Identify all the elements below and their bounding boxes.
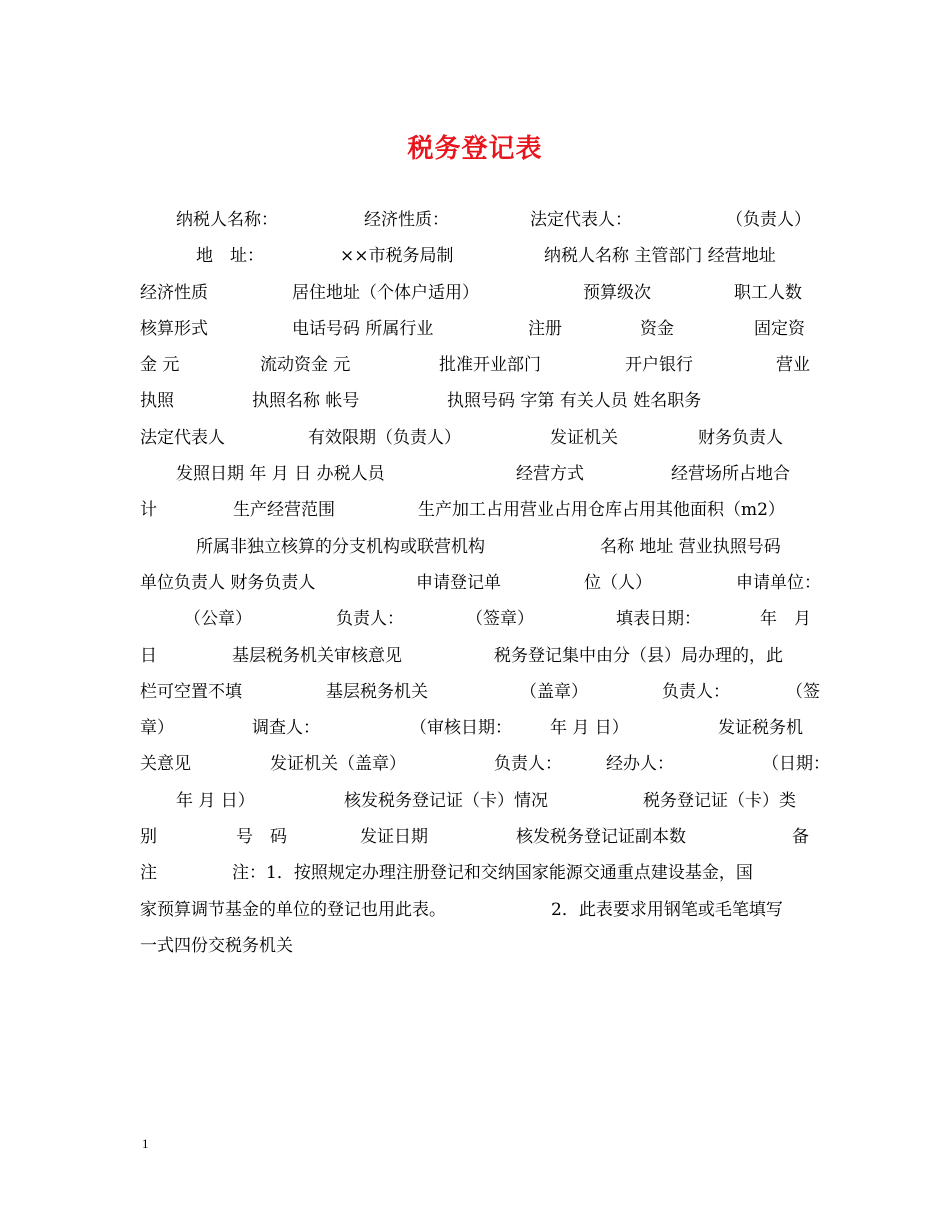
text-line xyxy=(140,351,812,387)
form-text-segment: 职工人数 xyxy=(734,282,802,303)
form-text-segment: 核发税务登记证（卡）情况 xyxy=(344,790,548,811)
form-text-segment: 注：1．按照规定办理注册登记和交纳国家能源交通重点建设基金，国 xyxy=(232,863,753,884)
form-text-segment: 税务登记证（卡）类 xyxy=(643,790,796,811)
form-text-segment: 日 xyxy=(140,645,157,666)
form-text-segment: 注 xyxy=(140,863,157,884)
form-text-segment: （公章） xyxy=(184,609,252,630)
text-line xyxy=(140,424,812,460)
form-text-segment: ××市税务局制 xyxy=(340,246,454,267)
form-text-segment: 居住地址（个体户适用） xyxy=(292,282,479,303)
text-line xyxy=(140,569,821,605)
form-text-segment: 栏可空置不填 xyxy=(140,681,242,702)
text-line xyxy=(140,496,812,532)
form-text-segment: 年 月 日） xyxy=(550,718,629,739)
form-text-segment: 填表日期： xyxy=(616,609,701,630)
form-text-segment: 年 月 xyxy=(760,609,811,630)
form-text-segment: 法定代表人： xyxy=(530,210,632,230)
text-line xyxy=(140,932,812,968)
form-text-segment: 核算形式 xyxy=(140,318,208,339)
form-text-segment: （盖章） xyxy=(520,681,588,702)
form-text-segment: （签章） xyxy=(466,609,534,630)
form-text-segment: 负责人： xyxy=(662,681,730,702)
form-text-segment: 经营方式 xyxy=(516,464,584,485)
form-text-segment: （日期： xyxy=(762,754,830,775)
form-text-segment: 发证日期 xyxy=(360,827,428,848)
form-text-segment: 经济性质 xyxy=(140,282,208,303)
text-line xyxy=(140,823,812,859)
form-text-segment: 经营场所占地合 xyxy=(671,464,790,485)
form-text-segment: 基层税务机关审核意见 xyxy=(232,645,402,666)
form-text-segment: 预算级次 xyxy=(583,282,651,303)
form-text-segment: 计 xyxy=(140,500,157,521)
form-text-segment: 所属非独立核算的分支机构或联营机构 xyxy=(196,536,485,557)
form-text-segment: 执照 xyxy=(140,391,174,412)
form-text-segment: 发证机关 xyxy=(550,427,618,448)
form-text-segment: 发照日期 年 月 日 办税人员 xyxy=(176,464,385,485)
text-line xyxy=(140,642,812,678)
form-text-segment: 经济性质： xyxy=(364,210,449,230)
form-text-segment: 核发税务登记证副本数 xyxy=(516,827,686,848)
text-line xyxy=(140,533,812,569)
form-text-segment: 单位负责人 财务负责人 xyxy=(140,572,316,593)
text-line xyxy=(140,787,812,823)
form-text-segment: 资金 xyxy=(640,318,674,339)
form-text-segment: 家预算调节基金的单位的登记也用此表。 xyxy=(140,899,446,920)
form-text-segment: 开户银行 xyxy=(625,355,693,376)
form-text-segment: 电话号码 所属行业 xyxy=(292,318,434,339)
form-text-segment: （签 xyxy=(786,681,820,702)
form-text-segment: （审核日期： xyxy=(410,718,512,739)
form-text-segment: 有效限期（负责人） xyxy=(308,427,461,448)
form-text-segment: 财务负责人 xyxy=(698,427,783,448)
form-text-segment: 发证税务机 xyxy=(718,718,803,739)
form-text-segment: 营业 xyxy=(776,355,810,376)
form-text-segment: 申请单位： xyxy=(736,572,821,593)
page-number: 1 xyxy=(142,1136,149,1151)
text-line xyxy=(140,750,830,786)
form-text-segment: 生产加工占用营业占用仓库占用其他面积（m2） xyxy=(418,500,785,521)
text-line xyxy=(140,714,812,750)
form-text-segment: 2．此表要求用钢笔或毛笔填写 xyxy=(551,899,783,920)
text-line xyxy=(140,387,812,423)
form-text-segment: 税务登记集中由分（县）局办理的，此 xyxy=(494,645,783,666)
form-text-segment: 固定资 xyxy=(754,318,805,339)
text-line xyxy=(140,460,812,496)
form-text-segment: 号 码 xyxy=(236,827,287,848)
form-text-segment: 地 址： xyxy=(196,246,264,267)
form-text-segment: 法定代表人 xyxy=(140,427,225,448)
text-line xyxy=(140,896,812,932)
form-text-segment: 年 月 日） xyxy=(176,790,255,811)
text-line xyxy=(140,315,812,351)
form-text-segment: 备 xyxy=(792,827,809,848)
form-text-segment: 纳税人名称 主管部门 经营地址 xyxy=(544,246,776,267)
form-text-segment: （负责人） xyxy=(726,210,811,230)
form-body-text xyxy=(140,206,830,968)
form-text-segment: 流动资金 元 xyxy=(260,355,351,376)
form-text-segment: 执照名称 帐号 xyxy=(252,391,360,412)
form-text-segment: 负责人： xyxy=(336,609,404,630)
form-text-segment: 发证机关（盖章） xyxy=(270,754,406,775)
form-text-segment: 名称 地址 营业执照号码 xyxy=(600,536,781,557)
text-line xyxy=(140,678,820,714)
form-text-segment: 基层税务机关 xyxy=(326,681,428,702)
form-text-segment: 章） xyxy=(140,718,174,739)
form-text-segment: 注册 xyxy=(528,318,562,339)
form-text-segment: 负责人： xyxy=(494,754,562,775)
form-text-segment: 申请登记单 xyxy=(416,572,501,593)
text-line xyxy=(140,279,812,315)
form-text-segment: 生产经营范围 xyxy=(233,500,335,521)
form-text-segment: 金 元 xyxy=(140,355,180,376)
text-line xyxy=(140,242,812,278)
form-text-segment: 别 xyxy=(140,827,157,848)
form-text-segment: 调查人： xyxy=(252,718,320,739)
form-text-segment: 关意见 xyxy=(140,754,191,775)
form-text-segment: 一式四份交税务机关 xyxy=(140,935,293,956)
text-line xyxy=(140,859,812,895)
text-line xyxy=(140,206,812,242)
form-text-segment: 纳税人名称： xyxy=(176,210,278,230)
form-text-segment: 位（人） xyxy=(584,572,652,593)
form-text-segment: 批准开业部门 xyxy=(439,355,541,376)
text-line xyxy=(140,605,812,641)
document-title: 税务登记表 xyxy=(407,134,543,164)
form-text-segment: 执照号码 字第 有关人员 姓名职务 xyxy=(447,391,702,412)
form-text-segment: 经办人： xyxy=(606,754,674,775)
